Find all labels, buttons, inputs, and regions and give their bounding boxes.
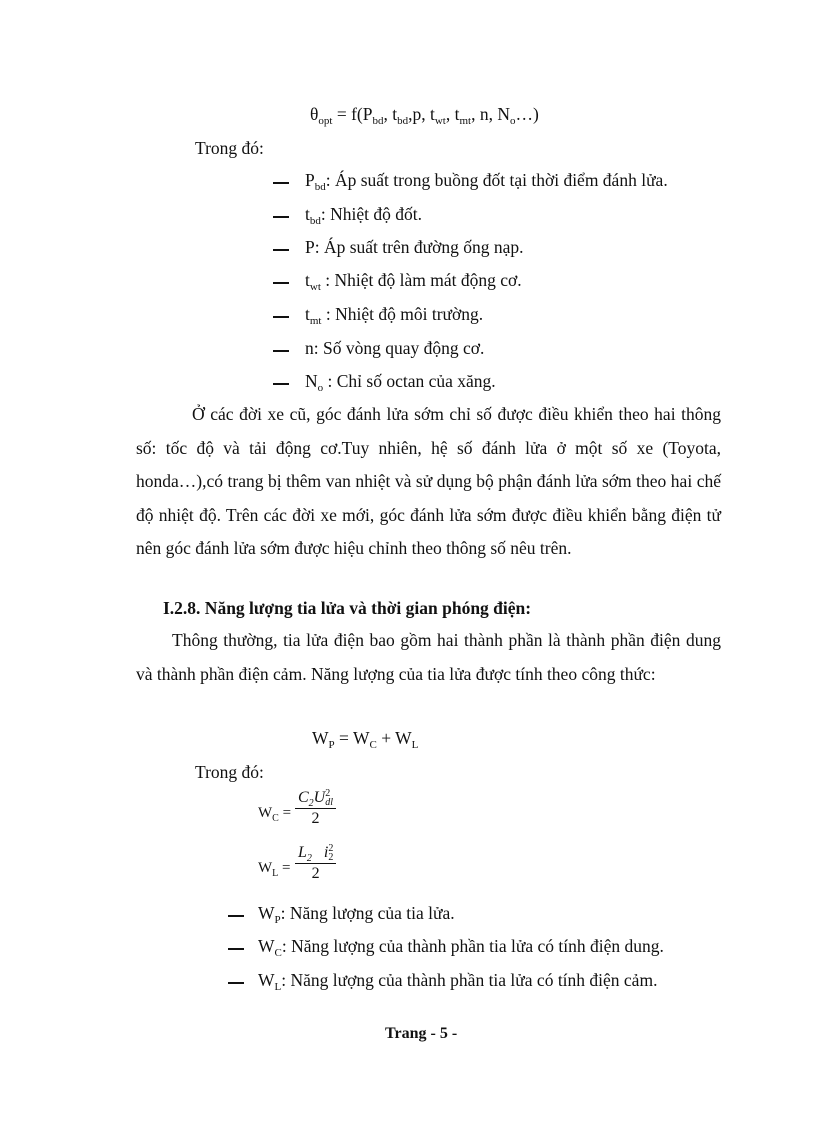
list-item-text [305,304,483,325]
dash-bullet [273,282,289,284]
fraction-denominator: 2 [311,810,320,828]
dash-bullet [273,316,289,318]
formula-sub: C [272,813,279,824]
var-desc: : Nhiệt độ làm mát động cơ. [320,270,522,290]
var-desc: : Nhiệt độ đốt. [320,204,422,224]
formula-sub: P [328,739,335,751]
formula-sub: 2 [306,853,312,864]
formula-lhs [258,860,291,877]
section-heading: I.2.8. Năng lượng tia lửa và thời gian phóng điện: [163,598,532,618]
formula-text: W [258,805,273,821]
formula-sub: C [369,739,377,751]
var-desc: : Nhiệt độ môi trường. [321,304,484,324]
var-desc: : Năng lượng của thành phần tia lửa có tính điện dung. [281,936,664,956]
formula-text: = [278,860,291,876]
var-symbol: t [305,304,310,324]
var-symbol: P [305,170,315,190]
formula-text: L [298,844,307,861]
list-item-text [258,903,455,924]
paragraph-spark-energy: Thông thường, tia lửa điện bao gồm hai thành phần là thành phần điện dung và thành phần điện cảm. Năng lượng của tia lửa được tính theo công thức: [136,630,721,684]
formula-text: = [278,805,292,821]
list-item-text [305,338,484,359]
var-symbol: n [305,338,314,358]
formula-text: , t [445,104,460,124]
var-sub: wt [309,281,321,293]
trong-do-label: Trong đó: [195,762,264,782]
formula-sub: 2 [308,798,314,809]
fraction-numerator [295,788,336,808]
formula-sub: L [411,739,419,751]
formula-text: ,p, t [408,104,435,124]
var-sub: bd [309,215,321,227]
formula-text: C [298,789,309,806]
formula-text: U [313,789,326,806]
formula-text: W [312,728,329,748]
var-symbol: W [258,970,275,990]
var-symbol: N [305,371,318,391]
dash-bullet [228,982,244,984]
formula-text: W [258,860,273,876]
dash-bullet [273,383,289,385]
dash-bullet [228,948,244,950]
dash-bullet [273,249,289,251]
list-item-text [305,170,668,191]
formula-wp [312,728,418,749]
var-sub: o [317,382,324,394]
var-sub: mt [309,315,322,327]
list-item-text [258,970,657,991]
dash-bullet [228,915,244,917]
page-number: Trang - 5 - [385,1025,458,1042]
formula-text: …) [515,104,539,124]
var-desc: : Áp suất trong buồng đốt tại thời điểm đánh lửa. [325,170,668,190]
formula-sub: opt [318,115,333,127]
list-item-text [305,371,496,392]
fraction-wc [295,788,336,829]
var-desc: : Năng lượng của tia lửa. [280,903,455,923]
formula-sub: bd [372,115,384,127]
formula-text: , t [383,104,398,124]
var-desc: : Áp suất trên đường ống nạp. [314,237,524,257]
var-symbol: W [258,936,275,956]
list-item-text [258,936,664,957]
list-item-text [305,204,422,225]
formula-sub: L [272,868,279,879]
var-desc: : Năng lượng của thành phần tia lửa có tính điện cảm. [281,970,658,990]
formula-sub: 2 [328,852,334,864]
fraction-wl [295,843,336,884]
var-sub: bd [314,181,326,193]
list-item-text [305,270,522,291]
dash-bullet [273,216,289,218]
var-desc: : Số vòng quay động cơ. [313,338,485,358]
formula-sup: 2 [328,843,334,855]
formula-text: = f(P [332,104,373,124]
fraction-numerator [295,843,336,863]
var-sub: L [274,981,282,993]
var-symbol: W [258,903,275,923]
fraction-denominator: 2 [311,865,320,883]
formula-text: = W [334,728,370,748]
dash-bullet [273,182,289,184]
formula-lhs [258,805,291,822]
var-desc: : Chỉ số octan của xăng. [323,371,496,391]
formula-text: + W [376,728,412,748]
formula-sub: dl [325,797,334,809]
paragraph-ignition-timing: Ở các đời xe cũ, góc đánh lửa sớm chỉ số được điều khiển theo hai thông số: tốc độ và tải động cơ.Tuy nhiên, hệ số đánh lửa ở một số xe (Toyota, honda…),có trang bị thêm van nhiệt và sử dụng bộ phận đánh lửa sớm theo hai chế độ nhiệt độ. Trên các đời xe mới, góc đánh lửa sớm được điều khiển bằng điện tử nên góc đánh lửa sớm được hiệu chỉnh theo thông số nêu trên. [136,404,721,559]
list-item-text [305,237,524,258]
formula-text: i [323,844,329,861]
dash-bullet [273,350,289,352]
formula-sub: wt [434,115,446,127]
formula-theta-opt [310,104,539,125]
var-sub: C [274,947,282,959]
formula-sub: o [509,115,516,127]
formula-sub: mt [459,115,472,127]
var-symbol: P [305,237,315,257]
formula-sub: bd [397,115,409,127]
trong-do-label: Trong đó: [195,138,264,158]
formula-text: , n, N [471,104,510,124]
var-symbol: t [305,270,310,290]
var-symbol: t [305,204,310,224]
var-sub: P [274,914,281,926]
formula-text: θ [310,104,319,124]
formula-sup: 2 [325,788,331,800]
